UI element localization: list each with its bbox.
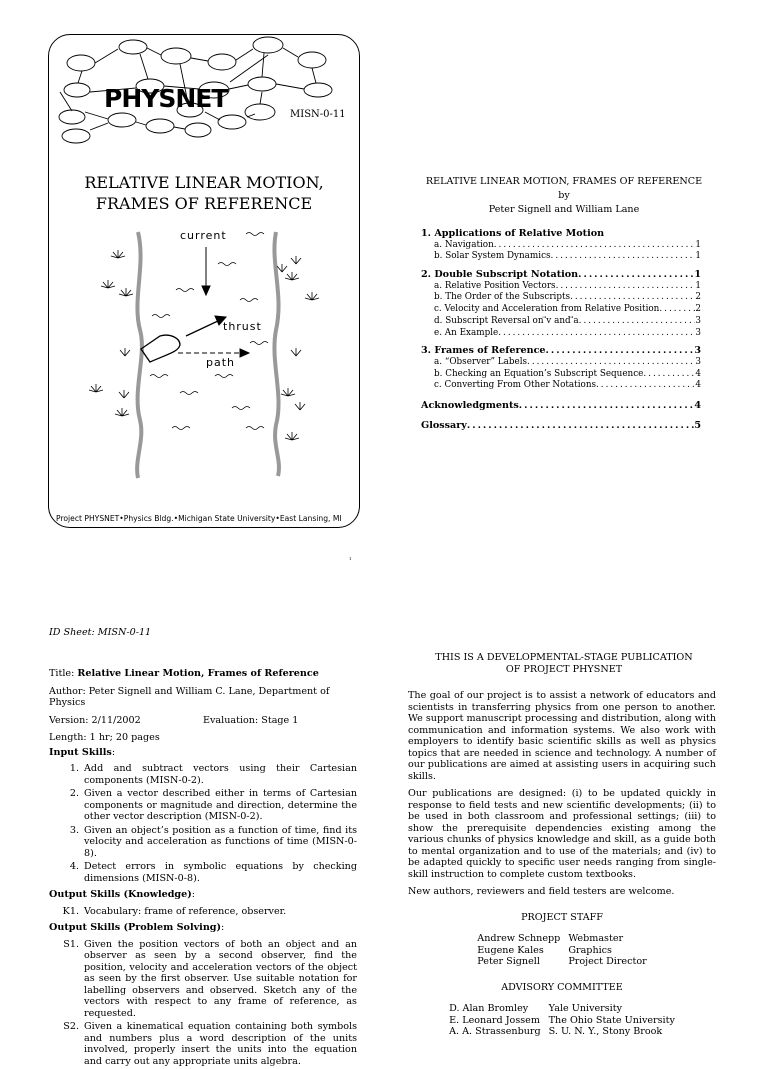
publication-body (408, 690, 716, 1038)
toc-acknowledgments[interactable]: Acknowledgments ..... 4 (421, 400, 701, 412)
design-paragraph: Our publications are designed: (i) to be updated quickly in response to field tests and new scientific developments; (ii) to be used in both classroom and professional settings; (iii) to show the prerequisite dependencies existing among the various chunks of physics knowledge and skill, as a guide both to mental organization and to use of the materials; and (iv) to be adapted quickly to specific user needs ranging from single-skill instruction to complete custom textbooks. (408, 788, 716, 880)
module-author: Author: Peter Signell and William C. Lane, Department of Physics (49, 685, 330, 708)
contents-by: by (558, 190, 570, 201)
staff-table (473, 933, 650, 968)
cover-footer: Project PHYSNET•Physics Bldg.•Michigan State University•East Lansing, MI (56, 514, 342, 523)
table-row: A. A. Strassenburg S. U. N. Y., Stony Brook (449, 1026, 663, 1037)
id-sheet-header: ID Sheet: MISN-0-11 (49, 627, 152, 638)
output-knowledge-list (49, 906, 357, 918)
toc-item[interactable]: c. Velocity and Acceleration from Relative Position ..... 2 (421, 304, 701, 316)
list-item: 3. Given an object’s position as a function of time, find its velocity and acceleration as functions of time (MISN-0-8). (69, 824, 357, 859)
table-row: Eugene Kales Graphics (477, 944, 612, 956)
output-problem-heading: Output Skills (Problem Solving): (49, 922, 225, 933)
id-sheet-body (49, 668, 357, 1069)
boat-icon (141, 335, 180, 362)
toc-section-1[interactable]: 1. Applications of Relative Motion (421, 228, 605, 239)
advisory-table (445, 1003, 679, 1038)
list-item: 2. Given a vector described either in terms of Cartesian components or magnitude and direction, determine the other vector description (MISN-0-2). (69, 788, 357, 822)
module-title-row: Title: Relative Linear Motion, Frames of Reference (49, 668, 319, 679)
grass-tufts (89, 250, 319, 440)
module-title: Relative Linear Motion, Frames of Reference (77, 668, 319, 679)
output-knowledge-heading: Output Skills (Knowledge): (49, 889, 196, 900)
physnet-logo: PHYSNET (104, 84, 228, 113)
table-of-contents (421, 228, 701, 431)
toc-section-2[interactable]: 2. Double Subscript Notation ..... 1 (421, 269, 701, 281)
input-skills-heading: Input Skills: (49, 746, 116, 758)
publication-header: THIS IS A DEVELOPMENTAL-STAGE PUBLICATION OF PROJECT PHYSNET (435, 652, 693, 675)
list-item: S2. Given a kinematical equation containing both symbols and numbers plus a word description of the units involved, properly insert the units into the equation and carry out any appropriate units algebra. (63, 1021, 357, 1067)
toc-item[interactable]: a. Navigation ..... 1 (421, 240, 701, 252)
toc-item[interactable]: a. Relative Position Vectors ..... 1 (421, 281, 701, 293)
contents-title: RELATIVE LINEAR MOTION, FRAMES OF REFERENCE (425, 176, 703, 187)
page-number: 1 (349, 556, 352, 561)
label-path: path (206, 356, 236, 369)
module-length: Length: 1 hr; 20 pages (49, 732, 160, 743)
toc-item[interactable]: c. Converting From Other Notations ..... 4 (421, 380, 701, 392)
table-row: D. Alan Bromley Yale University (449, 1003, 623, 1014)
thrust-arrow (186, 316, 226, 336)
toc-item[interactable]: a. “Observer” Labels ..... 3 (421, 357, 701, 369)
output-problem-list (49, 939, 357, 1068)
goal-paragraph: The goal of our project is to assist a network of educators and scientists in transferring physics from one person to another. We support manuscript processing and distribution, along with communication and information systems. We also work with employers to identify basic scientific skills as well as physics topics that are needed in science and technology. A number of our publications are aimed at assisting users in acquiring such skills. (408, 690, 716, 782)
list-item: 1. Add and subtract vectors using their Cartesian components (MISN-0-2). (69, 763, 357, 786)
advisory-heading: ADVISORY COMMITTEE (501, 981, 623, 993)
toc-item[interactable]: d. Subscript Reversal on ⃗v and ⃗a ..... 3 (421, 316, 701, 328)
module-id: MISN-0-11 (290, 109, 346, 120)
list-item: S1. Given the position vectors of both an object and an observer as seen by a second observer, find the position, velocity and acceleration vectors of the object as seen by the first observer. Use suitable notation for labelling observers and observed. Sketch any of the vectors with respect to any frame of reference, as requested. (63, 938, 357, 1019)
module-evaluation: Evaluation: Stage 1 (203, 714, 299, 726)
input-skills-list (49, 763, 357, 884)
toc-item[interactable]: b. The Order of the Subscripts ..... 2 (421, 292, 701, 304)
toc-item[interactable]: b. Solar System Dynamics ..... 1 (421, 251, 701, 263)
left-riverbank (137, 232, 142, 478)
current-arrow (202, 247, 210, 295)
toc-glossary[interactable]: Glossary ..... 5 (421, 420, 701, 432)
label-current: current (180, 229, 227, 242)
table-row: Peter Signell Project Director (477, 956, 647, 967)
right-riverbank (274, 232, 279, 476)
cover-title-line2: FRAMES OF REFERENCE (95, 194, 313, 213)
table-row: Andrew Schnepp Webmaster (477, 933, 624, 944)
version-row (49, 715, 357, 727)
list-item: 4. Detect errors in symbolic equations by checking dimensions (MISN-0-8). (69, 861, 357, 884)
toc-item[interactable]: e. An Example ..... 3 (421, 328, 701, 340)
welcome-paragraph: New authors, reviewers and field testers are welcome. (408, 886, 675, 897)
toc-item[interactable]: b. Checking an Equation’s Subscript Sequence ..... 4 (421, 369, 701, 381)
staff-heading: PROJECT STAFF (521, 911, 603, 923)
list-item: K1. Vocabulary: frame of reference, observer. (62, 905, 287, 917)
contents-header (408, 175, 720, 217)
contents-authors: Peter Signell and William Lane (488, 204, 640, 215)
table-row: E. Leonard Jossem The Ohio State University (449, 1014, 675, 1026)
cover-title (48, 172, 360, 214)
cover-title-line1: RELATIVE LINEAR MOTION, (84, 173, 324, 192)
label-thrust: thrust (223, 320, 262, 333)
module-version: Version: 2/11/2002 (49, 714, 141, 726)
toc-section-3[interactable]: 3. Frames of Reference ..... 3 (421, 345, 701, 357)
